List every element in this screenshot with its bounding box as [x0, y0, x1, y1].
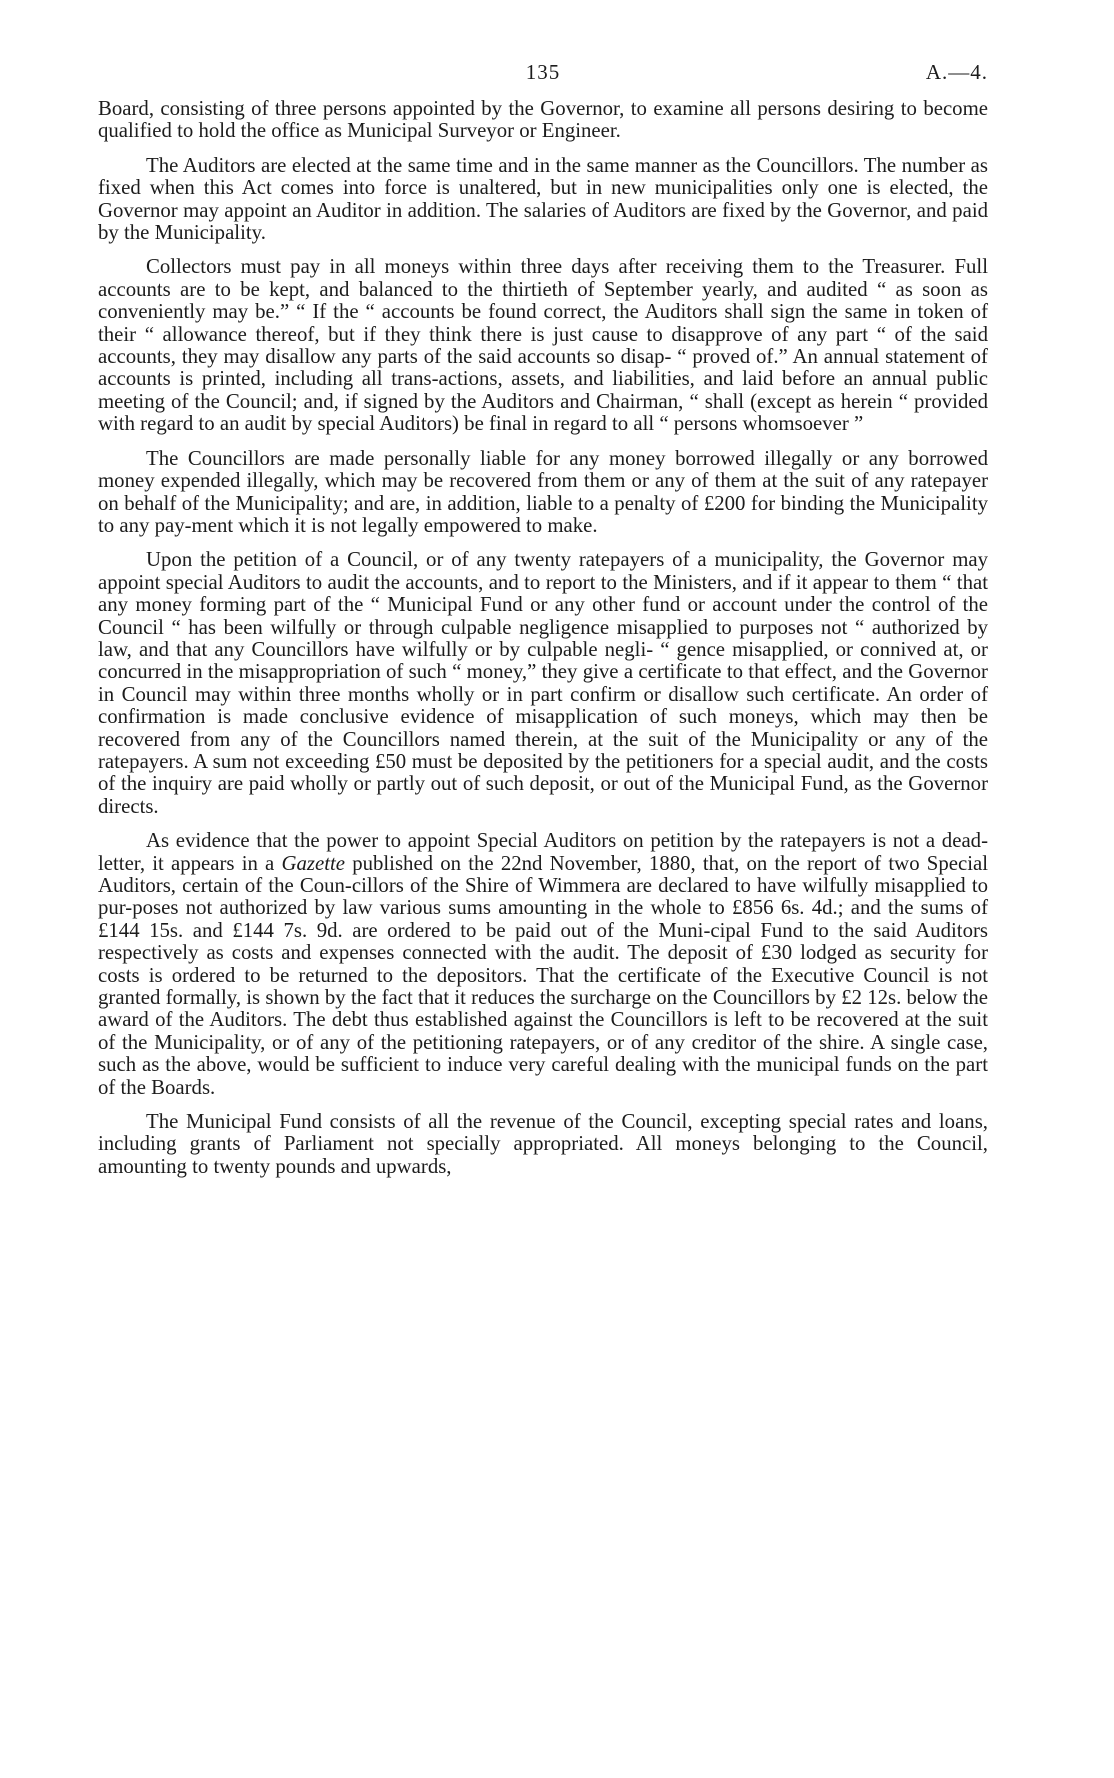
paragraph-auditors	[98, 155, 988, 245]
paragraph-municipal-fund	[98, 1111, 988, 1178]
paragraph-text: Upon the petition of a Council, or of any twenty ratepayers of a municipality, the Governor may appoint special Auditors to audit the accounts, and to report to the Ministers, and if it appear to them “ that any money forming part of the “ Municipal Fund or any other fund or account under the control of the Council “ has been wilfully or through culpable negligence misapplied to purposes not “ authorized by law, and that any Councillors have wilfully or by culpable negli- “ gence misapplied, or connived at, or concurred in the misappropriation of such “ money,” they give a certificate to that effect, and the Governor in Council may within three months wholly or in part confirm or disallow such certificate. An order of confirmation is made conclusive evidence of misapplication of such moneys, which may then be recovered from any of the Councillors named therein, at the suit of the Municipality or any of the ratepayers. A sum not exceeding £50 must be deposited by the petitioners for a special audit, and the costs of the inquiry are paid wholly or partly out of such deposit, or out of the Municipal Fund, as the Governor directs.	[98, 548, 988, 818]
gazette-title: Gazette	[281, 851, 346, 875]
page-number: 135	[525, 60, 561, 84]
paragraph-text: The Auditors are elected at the same time and in the same manner as the Councillors. The number as fixed when this Act comes into force is unaltered, but in new municipalities only one is elected, the Governor may appoint an Auditor in addition. The salaries of Auditors are fixed by the Governor, and paid by the Municipality.	[98, 153, 988, 245]
paragraph-special-auditors	[98, 549, 988, 818]
paragraph-text: The Municipal Fund consists of all the revenue of the Council, excepting special rates and loans, including grants of Parliament not specially appropriated. All moneys belonging to the Council, amounting to twenty pounds and upwards,	[98, 1110, 988, 1178]
paragraph-text: Collectors must pay in all moneys within three days after receiving them to the Treasurer. Full accounts are to be kept, and balanced to the thirtieth of September yearly, and audited “ as soon as conveniently may be.” “ If the “ accounts be found correct, the Auditors shall sign the same in token of their “ allowance thereof, but if they think there is just cause to disapprove of any part “ of the said accounts, they may disallow any parts of the said accounts so disap- “ proved of.” An annual statement of accounts is printed, including all trans-actions, assets, and liabilities, and laid before an annual public meeting of the Council; and, if signed by the Auditors and Chairman, “ shall (except as herein “ provided with regard to an audit by special Auditors) be final in regard to all “ persons whomsoever ”	[98, 255, 988, 436]
paragraph-text: published on the 22nd November, 1880, that, on the report of two Special Auditors, certain of the Coun-cillors of the Shire of Wimmera are declared to have wilfully misapplied to pur-poses not authorized by law various sums amounting in the whole to £856 6s. 4d.; and the sums of £144 15s. and £144 7s. 9d. are ordered to be paid out of the Muni-cipal Fund to the said Auditors respectively as costs and expenses connected with the audit. The deposit of £30 lodged as security for costs is ordered to be returned to the depositors. That the certificate of the Executive Council is not granted formally, is shown by the fact that it reduces the surcharge on the Councillors by £2 12s. below the award of the Auditors. The debt thus established against the Councillors is left to be recovered at the suit of the Municipality, or of any of the petitioning ratepayers, or of any creditor of the shire. A single case, such as the above, would be sufficient to induce very careful dealing with the municipal funds on the part of the Boards.	[98, 851, 988, 1099]
paragraph-text: Board, consisting of three persons appointed by the Governor, to examine all persons desiring to become qualified to hold the office as Municipal Surveyor or Engineer.	[98, 97, 988, 143]
paragraph-collectors	[98, 256, 988, 435]
paragraph-text: As evidence that the power to appoint Special Auditors on petition by the ratepayers is not a dead-letter, it appears in a	[98, 829, 988, 875]
page-header	[98, 50, 988, 98]
paragraph-board	[98, 98, 988, 143]
paper-reference: A.—4.	[925, 60, 988, 84]
paragraph-text: The Councillors are made personally liable for any money borrowed illegally or any borrowed money expended illegally, which may be recovered from them or any of them at the suit of any ratepayer on behalf of the Municipality; and are, in addition, liable to a penalty of £200 for binding the Municipality to any pay-ment which it is not legally empowered to make.	[98, 446, 988, 537]
body-text	[98, 98, 988, 1178]
document-page	[98, 50, 988, 1190]
paragraph-councillors-liability	[98, 448, 988, 538]
paragraph-evidence	[98, 830, 988, 1099]
